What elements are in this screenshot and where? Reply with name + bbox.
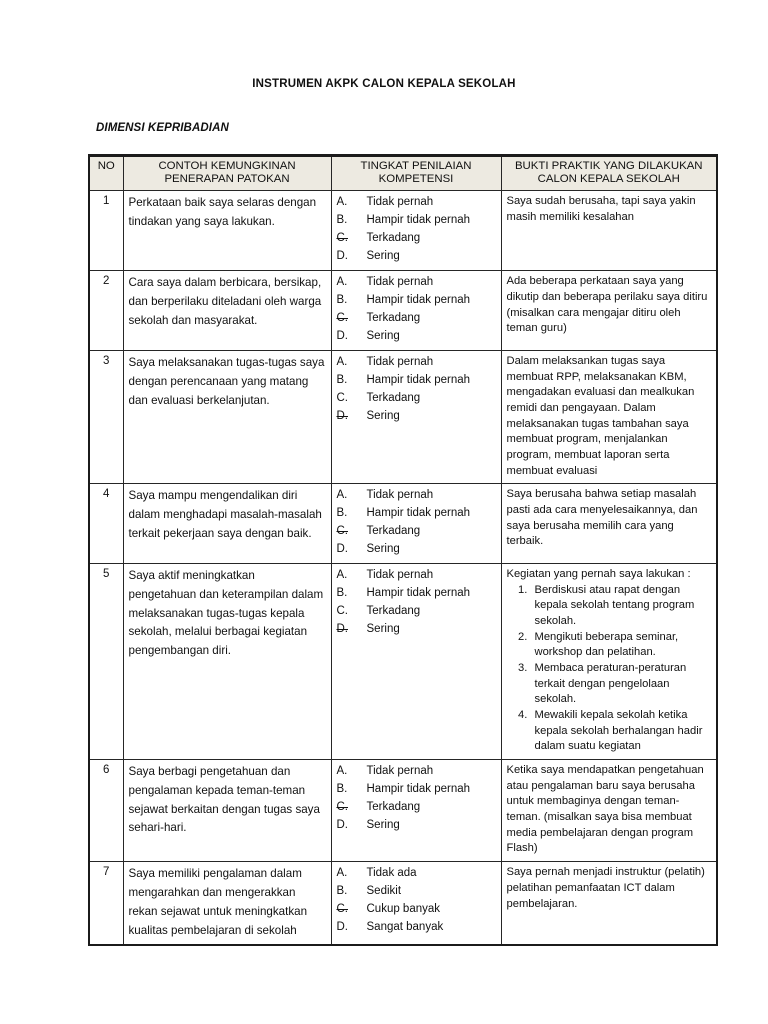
table-header [89,156,717,191]
evidence-text [501,564,717,760]
column-header-rating: TINGKAT PENILAIAN KOMPETENSI [331,156,501,191]
option-label: Sering [366,818,400,831]
option-label: Hampir tidak pernah [366,214,471,227]
option-item[interactable] [337,372,496,390]
option-item-selected[interactable] [337,408,496,426]
section-heading: DIMENSI KEPRIBADIAN [96,122,229,134]
option-item[interactable] [337,919,496,937]
table-row [89,271,717,351]
option-letter: B. [336,373,348,386]
option-item[interactable] [337,487,496,505]
option-item-selected[interactable] [337,901,496,919]
option-label: Cukup banyak [366,903,441,916]
rating-options [331,484,501,564]
option-label: Tidak pernah [366,196,434,209]
option-item[interactable] [337,585,496,603]
option-list [337,567,496,639]
option-label: Hampir tidak pernah [366,783,471,796]
option-list [337,763,496,835]
option-letter: D. [336,409,348,422]
evidence-list-item: 2. Mengikuti beberapa seminar, workshop dan pelatihan. [531,630,712,661]
evidence-text: Ada beberapa perkataan saya yang dikutip dan beberapa perilaku saya ditiru (misalkan cara mengajar ditiru oleh teman guru) [501,271,717,351]
rating-options [331,760,501,862]
row-number: 4 [89,484,123,564]
option-label: Hampir tidak pernah [366,587,471,599]
option-letter: D. [336,330,348,342]
option-list [337,274,496,346]
rating-options [331,271,501,351]
option-list [337,487,496,559]
option-letter: B. [336,507,348,520]
option-label: Tidak pernah [366,355,434,368]
table-row [89,862,717,946]
evidence-text: Saya berusaha bahwa setiap masalah pasti ada cara menyelesaikannya, dan saya berusaha memilih cara yang terbaik. [501,484,717,564]
option-letter: A. [336,196,348,209]
option-letter: D. [336,622,348,635]
evidence-list-item: 4. Mewakili kepala sekolah ketika kepala sekolah berhalangan hadir dalam suatu kegiatan [531,708,712,755]
option-label: Tidak pernah [366,765,434,778]
page-title: INSTRUMEN AKPK CALON KEPALA SEKOLAH [252,78,516,90]
option-letter: A. [336,867,348,880]
evidence-text: Saya pernah menjadi instruktur (pelatih) pelatihan pemanfaatan ICT dalam pembelajaran. [501,862,717,946]
option-letter: C. [336,903,348,916]
option-letter: A. [336,765,348,778]
option-letter: D. [336,250,348,263]
option-item[interactable] [337,248,496,266]
akpk-assessment-table [88,154,718,946]
option-letter: A. [336,569,348,582]
option-label: Hampir tidak pernah [366,373,471,386]
option-item[interactable] [337,505,496,523]
option-item[interactable] [337,274,496,292]
column-header-proof: BUKTI PRAKTIK YANG DILAKUKAN CALON KEPALA SEKOLAH [501,156,717,191]
evidence-text: Dalam melaksankan tugas saya membuat RPP, melaksanakan KBM, mengadakan evaluasi dan mealkukan remidi dan pengayaan. Dalam melaksanakan tugas tambahan saya membuat program, menjalankan program, membuat laporan serta membuat evaluasi [501,350,717,483]
option-label: Tidak pernah [366,489,434,502]
table-row [89,484,717,564]
option-item-selected[interactable] [337,523,496,541]
option-label: Sering [366,409,400,422]
option-label: Sering [366,330,400,342]
option-label: Sedikit [366,885,402,898]
option-letter: A. [336,355,348,368]
option-letter: C. [336,391,348,404]
table-row [89,350,717,483]
table-row [89,191,717,271]
option-label: Terkadang [366,801,421,813]
row-number: 3 [89,350,123,483]
option-letter: A. [336,276,348,289]
header-row [89,156,717,191]
option-label: Tidak pernah [366,569,434,582]
evidence-list-item: 3. Membaca peraturan-peraturan terkait dengan pengelolaan sekolah. [531,661,712,708]
option-letter: C. [336,801,348,813]
statement-text: Perkataan baik saya selaras dengan tindakan yang saya lakukan. [123,191,331,271]
option-letter: A. [336,489,348,502]
option-item-selected[interactable] [337,230,496,248]
option-item[interactable] [337,212,496,230]
evidence-intro: Kegiatan yang pernah saya lakukan : [506,568,691,581]
evidence-list [507,583,712,755]
row-number: 7 [89,862,123,946]
option-letter: B. [336,783,348,796]
table-row [89,760,717,862]
option-label: Terkadang [366,525,421,538]
option-list [337,194,496,266]
column-header-no: NO [89,156,123,191]
statement-text: Saya berbagi pengetahuan dan pengalaman kepada teman-teman sejawat berkaitan dengan tugas saya sehari-hari. [123,760,331,862]
option-label: Sering [366,250,400,263]
option-item[interactable] [337,194,496,212]
option-item[interactable] [337,567,496,585]
option-label: Terkadang [366,312,421,325]
evidence-text: Saya sudah berusaha, tapi saya yakin masih memiliki kesalahan [501,191,717,271]
option-item-selected[interactable] [337,799,496,817]
option-letter: C. [336,312,348,325]
option-item[interactable] [337,390,496,408]
option-letter: D. [336,920,348,933]
rating-options [331,564,501,760]
row-number: 6 [89,760,123,862]
table-row [89,564,717,760]
option-letter: B. [336,587,348,599]
option-item[interactable] [337,603,496,621]
option-letter: C. [336,604,348,617]
option-label: Tidak pernah [366,276,434,289]
statement-text: Saya mampu mengendalikan diri dalam menghadapi masalah-masalah terkait pekerjaan saya dengan baik. [123,484,331,564]
rating-options [331,191,501,271]
option-item-selected[interactable] [337,621,496,639]
rating-options [331,350,501,483]
option-label: Sering [366,622,400,635]
option-item[interactable] [337,781,496,799]
option-label: Tidak ada [366,867,417,880]
option-item[interactable] [337,817,496,835]
option-label: Sering [366,543,400,556]
option-item[interactable] [337,763,496,781]
option-label: Terkadang [366,232,421,245]
column-header-item: CONTOH KEMUNGKINAN PENERAPAN PATOKAN [123,156,331,191]
statement-text: Saya aktif meningkatkan pengetahuan dan keterampilan dalam melaksanakan tugas-tugas kepala sekolah, melalui berbagai kegiatan pengembangan diri. [123,564,331,760]
table-body [89,191,717,945]
option-letter: B. [336,214,348,227]
statement-text: Cara saya dalam berbicara, bersikap, dan berperilaku diteladani oleh warga sekolah dan masyarakat. [123,271,331,351]
row-number: 2 [89,271,123,351]
option-item[interactable] [337,328,496,346]
option-letter: C. [336,525,348,538]
option-label: Sangat banyak [366,920,444,933]
option-letter: D. [336,818,348,831]
option-letter: B. [336,294,348,307]
option-item[interactable] [337,541,496,559]
option-label: Hampir tidak pernah [366,294,471,307]
option-label: Terkadang [366,391,421,404]
evidence-text: Ketika saya mendapatkan pengetahuan atau pengalaman baru saya berusaha untuk membaginya dengan teman-teman. (misalkan saya bisa membuat media pembelajaran dengan program Flash) [501,760,717,862]
statement-text: Saya memiliki pengalaman dalam mengarahkan dan mengerakkan rekan sejawat untuk meningkatkan kualitas pembelajaran di sekolah [123,862,331,946]
option-letter: B. [336,885,348,898]
option-item-selected[interactable] [337,310,496,328]
option-item[interactable] [337,865,496,883]
option-item[interactable] [337,292,496,310]
row-number: 5 [89,564,123,760]
option-label: Terkadang [366,604,421,617]
option-letter: C. [336,232,348,245]
table-container [52,134,716,946]
option-item[interactable] [337,883,496,901]
evidence-list-item: 1. Berdiskusi atau rapat dengan kepala sekolah tentang program sekolah. [531,583,712,630]
option-item[interactable] [337,354,496,372]
rating-options [331,862,501,946]
row-number: 1 [89,191,123,271]
statement-text: Saya melaksanakan tugas-tugas saya dengan perencanaan yang matang dan evaluasi berkelanjutan. [123,350,331,483]
option-list [337,865,496,937]
option-label: Hampir tidak pernah [366,507,471,520]
option-letter: D. [336,543,348,556]
option-list [337,354,496,426]
